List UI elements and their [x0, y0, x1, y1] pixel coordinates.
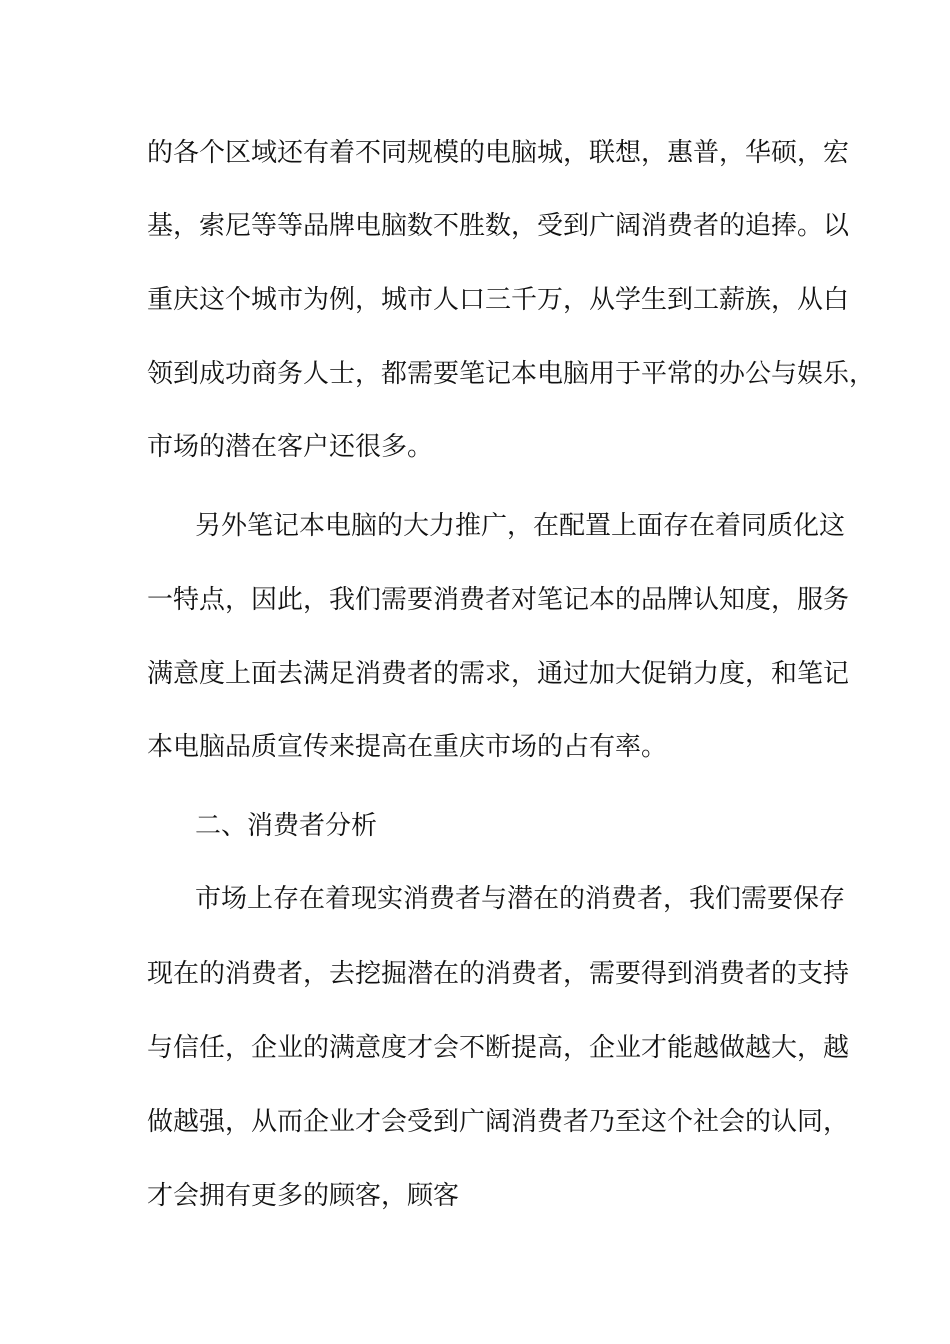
text-line: 才会拥有更多的顾客，顾客 — [147, 1181, 460, 1211]
text-line: 重庆这个城市为例，城市人口三千万，从学生到工薪族，从白 — [147, 285, 850, 315]
paragraph-start-line: 另外笔记本电脑的大力推广，在配置上面存在着同质化这 — [195, 511, 846, 541]
section-heading: 二、消费者分析 — [195, 811, 378, 841]
text-line: 与信任，企业的满意度才会不断提高，企业才能越做越大，越 — [147, 1033, 850, 1063]
text-line: 领到成功商务人士，都需要笔记本电脑用于平常的办公与娱乐， — [147, 359, 876, 389]
text-line: 的各个区域还有着不同规模的电脑城，联想，惠普，华硕，宏 — [147, 138, 850, 168]
text-line: 本电脑品质宣传来提高在重庆市场的占有率。 — [147, 732, 668, 762]
text-line: 基，索尼等等品牌电脑数不胜数，受到广阔消费者的追捧。以 — [147, 211, 850, 241]
text-line: 一特点，因此，我们需要消费者对笔记本的品牌认知度，服务 — [147, 585, 850, 615]
text-line: 满意度上面去满足消费者的需求，通过加大促销力度，和笔记 — [147, 659, 850, 689]
text-line: 现在的消费者，去挖掘潜在的消费者，需要得到消费者的支持 — [147, 959, 850, 989]
text-line: 市场的潜在客户还很多。 — [147, 432, 434, 462]
paragraph-start-line: 市场上存在着现实消费者与潜在的消费者，我们需要保存 — [195, 884, 846, 914]
text-line: 做越强，从而企业才会受到广阔消费者乃至这个社会的认同， — [147, 1107, 850, 1137]
